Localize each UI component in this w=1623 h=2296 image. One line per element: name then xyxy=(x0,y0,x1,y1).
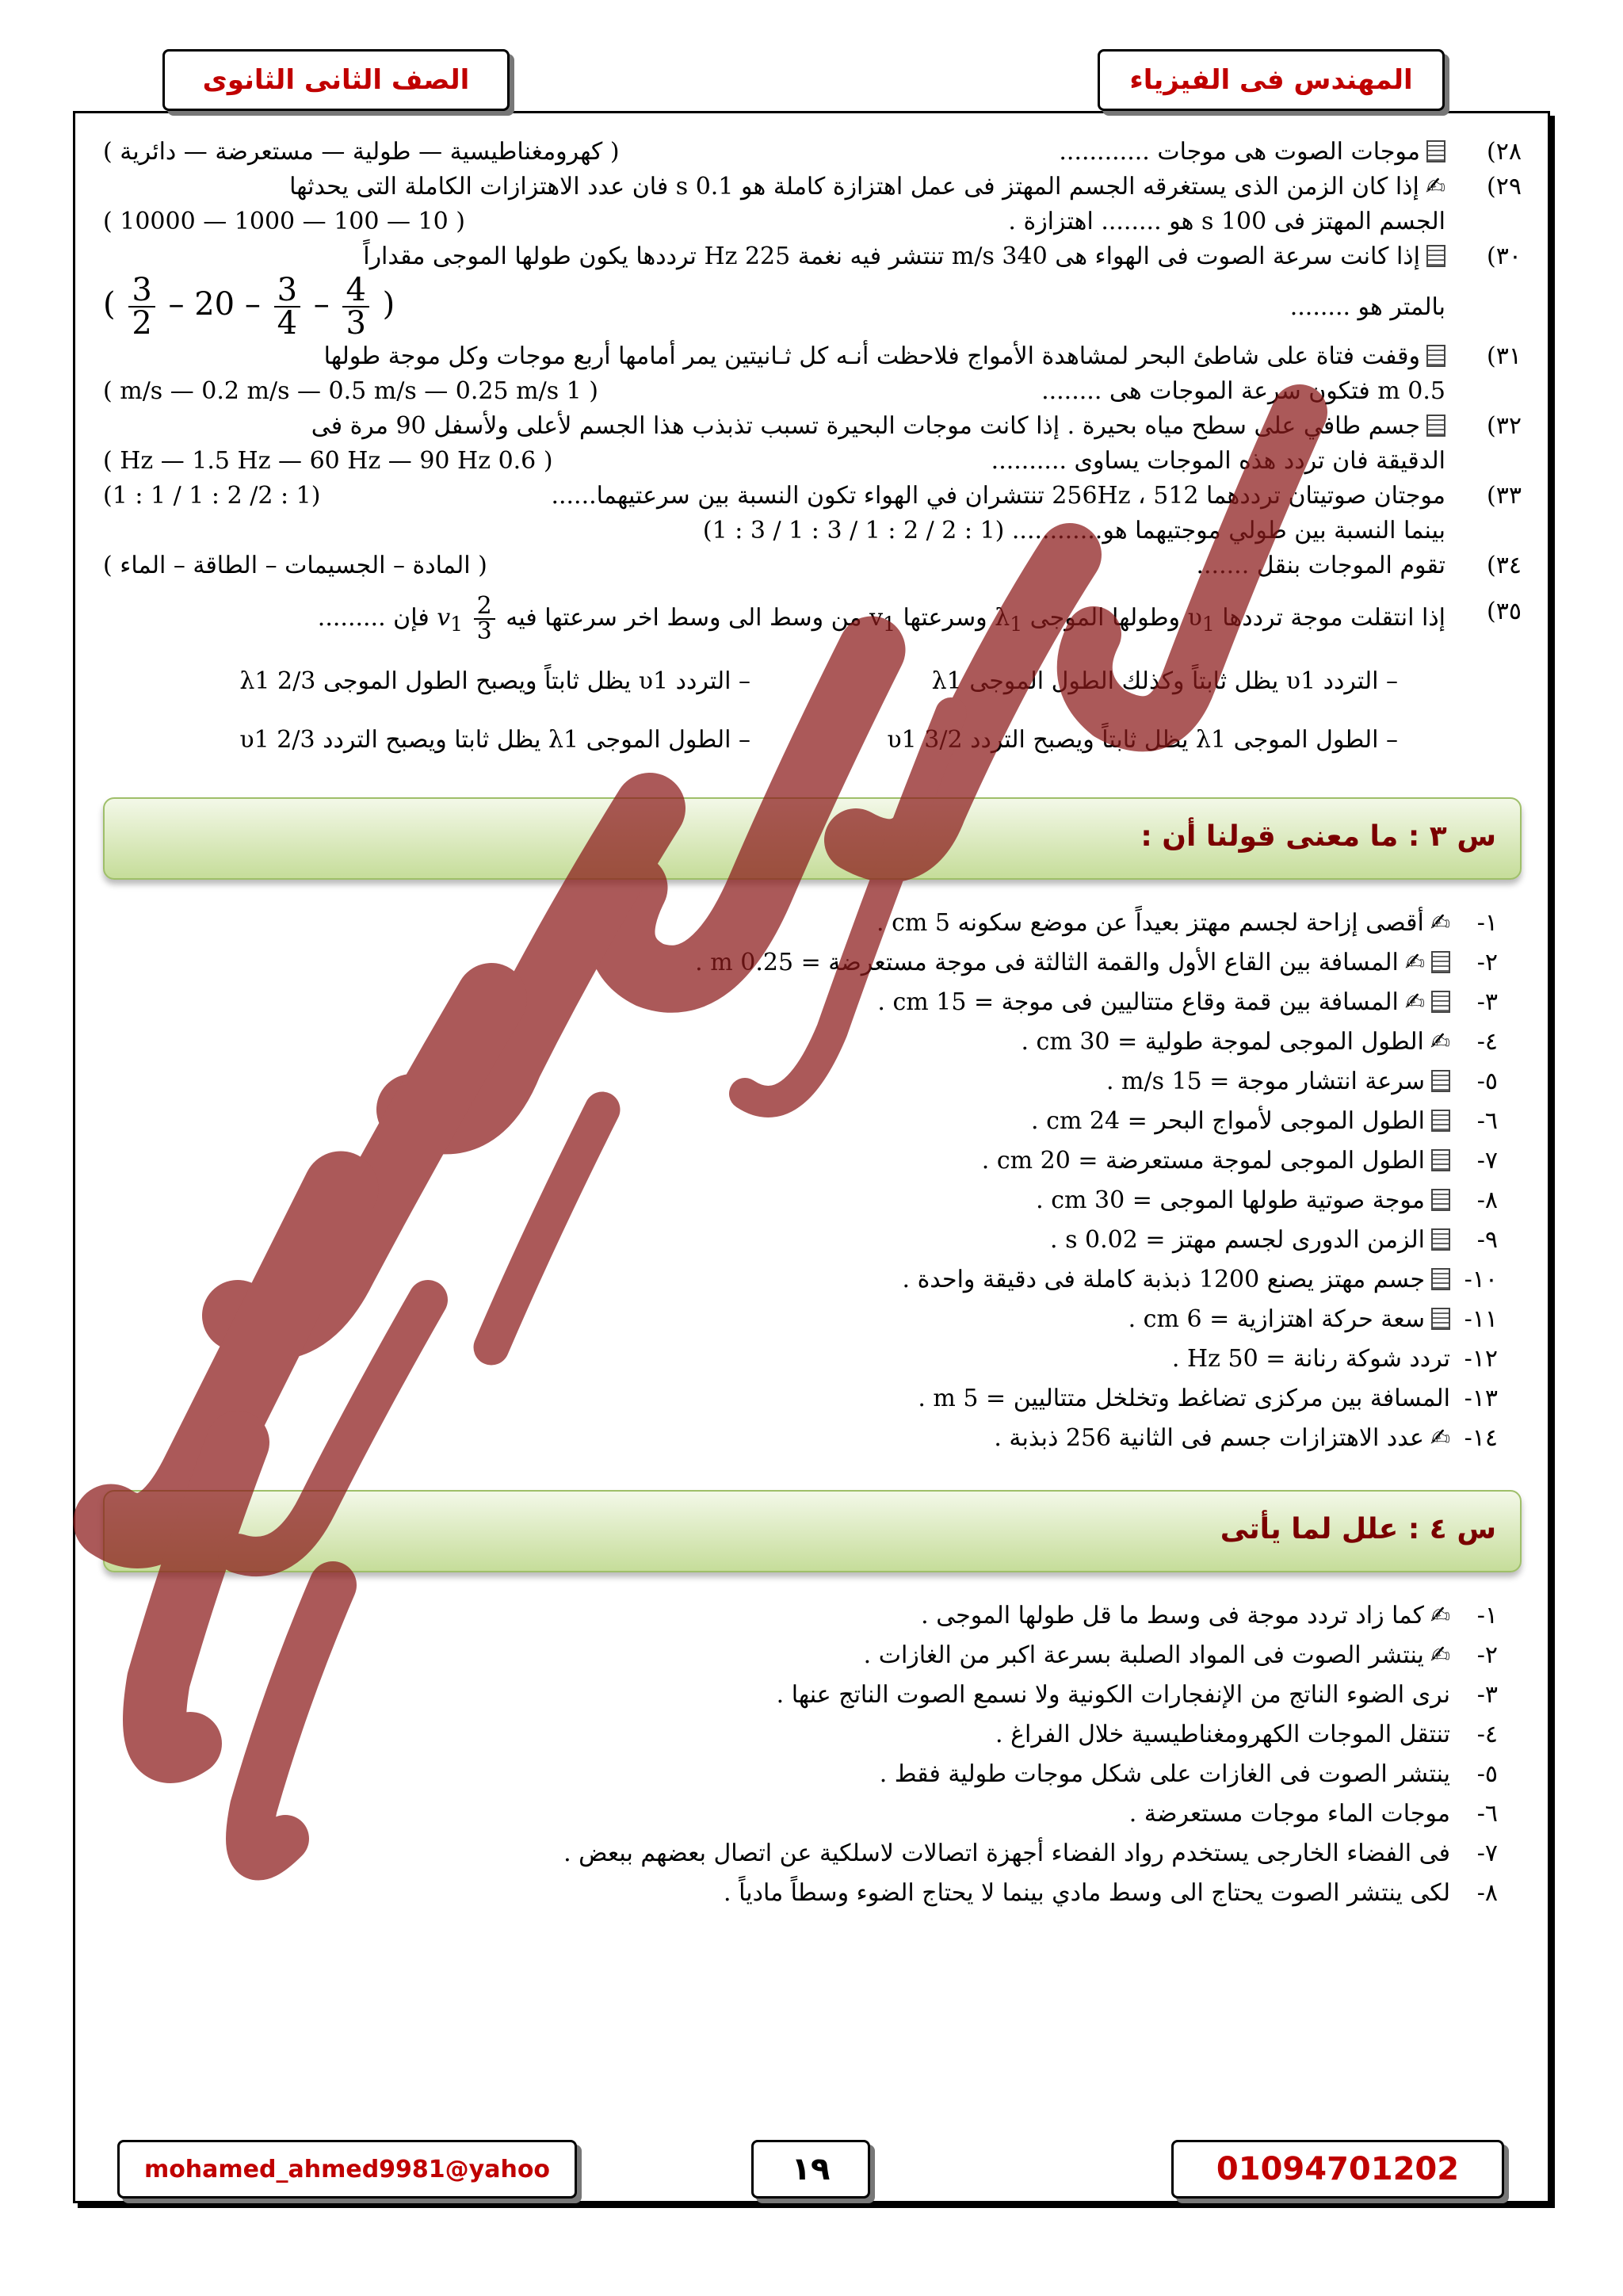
item-text: سرعة انتشار موجة = 15 m/s . xyxy=(1106,1068,1425,1095)
question-line xyxy=(103,204,1445,239)
item-text: ينتشر الصوت فى الغازات على شكل موجات طولية فقط . xyxy=(879,1760,1450,1788)
section-4-list xyxy=(103,1596,1522,1913)
mcq-questions xyxy=(103,135,1522,583)
fraction-den: 2 xyxy=(132,305,152,342)
footer-email xyxy=(117,2140,577,2199)
list-item xyxy=(103,1675,1498,1715)
answer-choices: (1 : 2/ 2 : 1 / 1 : 1) xyxy=(103,482,321,510)
question-text xyxy=(1290,290,1445,325)
question-text xyxy=(324,339,1445,374)
answer-choices: ( 10 — 100 — 1000 — 10000 ) xyxy=(103,208,465,235)
question-number: ٣٣) xyxy=(1487,482,1522,510)
question-number: ٢٨) xyxy=(1487,138,1522,166)
item-number: ٣- xyxy=(1476,988,1498,1016)
question-text xyxy=(311,409,1445,444)
choice-value: 20 xyxy=(194,286,235,323)
header-title-text: المهندس فى الفيزياء xyxy=(1129,64,1413,96)
q35-fraction xyxy=(474,594,495,644)
pen-icon: ✍ xyxy=(1404,988,1425,1016)
item-number: ٨- xyxy=(1476,1186,1498,1214)
question-item xyxy=(103,409,1522,479)
question-item xyxy=(103,339,1522,409)
answer-option xyxy=(750,723,1398,758)
list-item xyxy=(103,1141,1498,1181)
book-icon xyxy=(1431,1110,1450,1132)
item-number: ٥- xyxy=(1476,1760,1498,1788)
item-text: تنتقل الموجات الكهرومغناطيسية خلال الفراغ . xyxy=(995,1721,1450,1748)
pen-icon: ✍ xyxy=(1430,1028,1450,1056)
question-text-body: بينما النسبة بين طولي موجتيهما هو............ (1 : 2 / 2 : 1 / 3 : 1 / 3 : 1) xyxy=(702,517,1445,544)
header-grade-text: الصف الثانى الثانوى xyxy=(202,64,470,96)
book-icon xyxy=(1431,951,1450,973)
option-text: – التردد υ1 يظل ثابتاً وكذلك الطول الموجى λ1 xyxy=(931,667,1398,695)
book-icon xyxy=(1426,345,1445,367)
item-number: ٤- xyxy=(1476,1721,1498,1748)
content xyxy=(103,135,1522,1913)
question-number: ٣٥) xyxy=(1487,598,1522,625)
option-text: – الطول الموجى λ1 يظل ثابتا ويصبح التردد xyxy=(323,726,750,754)
item-text: الزمن الدورى لجسم مهتز = 0.02 s . xyxy=(1050,1226,1425,1254)
footer-page-number xyxy=(751,2140,870,2199)
question-item xyxy=(103,548,1522,583)
item-number: ٦- xyxy=(1476,1800,1498,1828)
question-text xyxy=(1059,135,1445,170)
pen-icon: ✍ xyxy=(1430,1424,1450,1452)
fraction-den: 3 xyxy=(346,305,366,342)
list-item xyxy=(103,1596,1498,1636)
book-icon xyxy=(1431,1189,1450,1211)
pen-icon: ✍ xyxy=(1425,173,1445,201)
book-icon xyxy=(1431,1268,1450,1290)
fraction-num: 3 xyxy=(274,274,300,308)
question-line xyxy=(103,444,1445,479)
list-item xyxy=(103,1874,1498,1913)
question-line xyxy=(103,479,1445,514)
question-number: ٣٠) xyxy=(1487,243,1522,270)
item-text: الطول الموجى لموجة مستعرضة = 20 cm . xyxy=(981,1147,1425,1175)
question-line xyxy=(103,170,1445,204)
list-item xyxy=(103,1022,1498,1062)
item-number: ١- xyxy=(1476,909,1498,937)
book-icon xyxy=(1431,1070,1450,1092)
q35-part-c: وسرعتها v xyxy=(869,604,987,632)
choice-fraction xyxy=(274,272,300,342)
list-item xyxy=(103,1339,1498,1379)
list-item xyxy=(103,1794,1498,1834)
book-icon xyxy=(1431,1149,1450,1171)
footer-phone xyxy=(1171,2140,1504,2199)
item-number: ٢- xyxy=(1476,1641,1498,1669)
answer-choices: ( المادة – الجسيمات – الطاقة – الماء ) xyxy=(103,552,487,579)
answer-choices: ( كهرومغناطيسية — طولية — مستعرضة — دائرية ) xyxy=(103,138,620,166)
list-item xyxy=(103,1715,1498,1755)
question-text-body: تقوم الموجات بنقل ....... xyxy=(1196,552,1445,579)
q35-part-e: v xyxy=(437,604,451,632)
item-text: الطول الموجى لأمواج البحر = 24 cm . xyxy=(1031,1107,1425,1135)
book-icon xyxy=(1431,1228,1450,1251)
question-text-body: جسم طافي على سطح مياه بحيرة . إذا كانت موجات البحيرة تسبب تذبذب هذا الجسم لأعلى ولأسفل 90 مرة فى xyxy=(311,412,1420,440)
list-item xyxy=(103,943,1498,983)
item-text: المسافة بين قمة وقاع متتاليين فى موجة = 15 cm . xyxy=(877,988,1399,1016)
item-number: ٥- xyxy=(1476,1068,1498,1095)
option-fraction: 2/3 λ1 xyxy=(239,667,316,695)
question-number: ٣٢) xyxy=(1487,412,1522,440)
list-item xyxy=(103,904,1498,943)
book-icon xyxy=(1426,415,1445,437)
item-text: المسافة بين مركزى تضاغط وتخلخل متتاليين = 5 m . xyxy=(918,1385,1450,1412)
item-number: ١٠- xyxy=(1464,1266,1498,1293)
list-item xyxy=(103,1260,1498,1300)
question-text-body: موجتان صوتيتان ترددهما 256Hz ، 512 تنتشران في الهواء تكون النسبة بين سرعتيهما...... xyxy=(551,482,1445,510)
question-text xyxy=(1008,204,1445,239)
item-number: ٦- xyxy=(1476,1107,1498,1135)
item-number: ٨- xyxy=(1476,1879,1498,1907)
pen-icon: ✍ xyxy=(1404,949,1425,976)
pen-icon: ✍ xyxy=(1430,1602,1450,1629)
answer-option xyxy=(750,664,1398,699)
fraction-den: 4 xyxy=(277,305,298,342)
question-text-body: موجات الصوت هى موجات ............ xyxy=(1059,138,1420,166)
item-number: ١٢- xyxy=(1464,1345,1498,1373)
choice-fraction xyxy=(128,272,155,342)
question-line xyxy=(103,409,1445,444)
question-line xyxy=(103,514,1445,548)
question-text xyxy=(363,239,1445,274)
q35-part-a: إذا انتقلت موجة ترددها υ xyxy=(1187,604,1445,632)
book-icon xyxy=(1426,245,1445,267)
choice-fraction xyxy=(342,272,369,342)
option-fraction: 2/3 υ1 xyxy=(239,726,315,754)
pen-icon: ✍ xyxy=(1430,909,1450,937)
header-grade xyxy=(162,49,510,111)
question-text-body: الجسم المهتز فى 100 s هو ........ اهتزازة . xyxy=(1008,208,1445,235)
question-item xyxy=(103,479,1522,548)
q35-part-d: من وسط الى وسط اخر سرعتها فيه xyxy=(506,604,862,632)
answer-choices: ( $\frac{3}{2}$ – 20 – $\frac{3}{4}$ – $\frac{4}{3}$ ) xyxy=(103,272,395,342)
item-text: جسم مهتز يصنع 1200 ذبذبة كاملة فى دقيقة واحدة . xyxy=(902,1266,1425,1293)
item-text: فى الفضاء الخارجى يستخدم رواد الفضاء أجهزة اتصالات لاسلكية عن اتصال بعضهم ببعض . xyxy=(563,1839,1450,1867)
item-number: ٩- xyxy=(1476,1226,1498,1254)
q35-frac-num: 2 xyxy=(474,594,495,620)
question-number: ٣١) xyxy=(1487,342,1522,370)
section-3-title: س ٣ : ما معنى قولنا أن : xyxy=(1140,820,1496,853)
section-4-title: س ٤ : علل لما يأتى xyxy=(1220,1513,1496,1545)
footer-phone-text: 01094701202 xyxy=(1216,2151,1460,2187)
question-text xyxy=(1041,374,1445,409)
item-text: الطول الموجى لموجة طولية = 30 cm . xyxy=(1021,1028,1424,1056)
book-icon xyxy=(1426,140,1445,162)
section-3-list xyxy=(103,904,1522,1458)
question-text xyxy=(991,444,1445,479)
answer-option xyxy=(103,664,750,699)
list-item xyxy=(103,1755,1498,1794)
question-line xyxy=(103,548,1445,583)
question-number: ٣٤) xyxy=(1487,552,1522,579)
question-text-body: إذا كانت سرعة الصوت فى الهواء هى 340 m/s تنتشر فيه نغمة 225 Hz ترددها يكون طولها الموجى مقداراً xyxy=(363,243,1420,270)
list-item xyxy=(103,1221,1498,1260)
list-item xyxy=(103,1300,1498,1339)
item-text: تردد شوكة رنانة = 50 Hz . xyxy=(1171,1345,1450,1373)
list-item xyxy=(103,983,1498,1022)
question-text xyxy=(551,479,1445,514)
answer-option xyxy=(103,723,750,758)
question-text-body: 0.5 m فتكون سرعة الموجات هى ........ xyxy=(1041,377,1445,405)
question-item xyxy=(103,170,1522,239)
q35-part-b: وطولها الموجى λ xyxy=(995,604,1181,632)
list-item xyxy=(103,1419,1498,1458)
option-fraction: 3/2 υ1 xyxy=(887,726,963,754)
list-item xyxy=(103,1062,1498,1102)
item-text: أقصى إزاحة لجسم مهتز بعيداً عن موضع سكونه 5 cm . xyxy=(876,909,1424,937)
question-text-body: وقفت فتاة على شاطئ البحر لمشاهدة الأمواج فلاحظت أنـه كل ثـانيتين يمر أمامها أربع موجات وكل موجة طولها xyxy=(323,342,1420,370)
question-line xyxy=(103,374,1445,409)
item-number: ٣- xyxy=(1476,1681,1498,1709)
fraction-num: 3 xyxy=(128,274,155,308)
item-text: نرى الضوء الناتج من الإنفجارات الكونية ولا نسمع الصوت الناتج عنها . xyxy=(776,1681,1450,1709)
question-text-body: إذا كان الزمن الذى يستغرقه الجسم المهتز فى عمل اهتزازة كاملة هو 0.1 s فان عدد الاهتزازات الكاملة التى يحدثها xyxy=(289,173,1419,201)
question-35-text: إذا انتقلت موجة ترددها $\upsilon_1$ وطولها الموجى $\lambda_1$ وسرعتها $v_1$ من وسط الى وسط اخر سرعتها فيه $\frac{2}{3}$ $v_1$ فإن ......... xyxy=(317,592,1445,645)
book-icon xyxy=(1431,1308,1450,1330)
page-number-text: ١٩ xyxy=(791,2151,831,2187)
item-number: ٧- xyxy=(1476,1839,1498,1867)
question-text xyxy=(1196,548,1445,583)
footer-email-text: mohamed_ahmed9981@yahoo xyxy=(143,2155,551,2183)
item-text: المسافة بين القاع الأول والقمة الثالثة فى موجة مستعرضة = 0.25 m . xyxy=(695,949,1399,976)
item-number: ١٤- xyxy=(1464,1424,1498,1452)
item-number: ١٣- xyxy=(1464,1385,1498,1412)
list-item xyxy=(103,1379,1498,1419)
question-35 xyxy=(103,594,1522,758)
question-item xyxy=(103,135,1522,170)
question-text xyxy=(289,170,1445,204)
question-line xyxy=(103,272,1445,342)
question-text xyxy=(703,514,1445,548)
item-number: ٢- xyxy=(1476,949,1498,976)
item-text: سعة حركة اهتزازية = 6 cm . xyxy=(1128,1305,1425,1333)
q35-options xyxy=(103,664,1445,758)
item-number: ٧- xyxy=(1476,1147,1498,1175)
q35-part-f: فإن ......... xyxy=(317,604,430,632)
item-text: لكى ينتشر الصوت يحتاج الى وسط مادي بينما لا يحتاج الضوء وسطاً مادياً . xyxy=(724,1879,1450,1907)
list-item xyxy=(103,1102,1498,1141)
list-item xyxy=(103,1834,1498,1874)
pen-icon: ✍ xyxy=(1430,1641,1450,1669)
section-4-banner xyxy=(103,1490,1522,1572)
fraction-num: 4 xyxy=(342,274,369,308)
answer-choices: ( 0.6 Hz — 1.5 Hz — 60 Hz — 90 Hz ) xyxy=(103,447,553,475)
question-line xyxy=(103,135,1445,170)
list-item xyxy=(103,1181,1498,1221)
item-number: ١- xyxy=(1476,1602,1498,1629)
item-text: ينتشر الصوت فى المواد الصلبة بسرعة اكبر من الغازات . xyxy=(863,1641,1424,1669)
item-number: ٤- xyxy=(1476,1028,1498,1056)
option-text: – التردد υ1 يظل ثابتاً ويصبح الطول الموجى xyxy=(323,667,750,695)
header-title xyxy=(1098,49,1445,111)
list-item xyxy=(103,1636,1498,1675)
question-number: ٢٩) xyxy=(1487,173,1522,201)
question-line xyxy=(103,339,1445,374)
item-number: ١١- xyxy=(1464,1305,1498,1333)
item-text: عدد الاهتزازات جسم فى الثانية 256 ذبذبة . xyxy=(994,1424,1424,1452)
question-text-body: الدقيقة فان تردد هذه الموجات يساوى .......... xyxy=(991,447,1445,475)
item-text: كما زاد تردد موجة فى وسط ما قل طولها الموجى . xyxy=(921,1602,1424,1629)
book-icon xyxy=(1431,991,1450,1013)
q35-frac-den: 3 xyxy=(476,617,492,645)
question-line xyxy=(103,239,1445,274)
option-text: – الطول الموجى λ1 يظل ثابتاً ويصبح التردد xyxy=(970,726,1398,754)
question-item xyxy=(103,239,1522,342)
item-text: موجة صوتية طولها الموجى = 30 cm . xyxy=(1036,1186,1425,1214)
item-text: موجات الماء موجات مستعرضة . xyxy=(1128,1800,1450,1828)
question-text-body: بالمتر هو ........ xyxy=(1289,293,1445,321)
section-3-banner xyxy=(103,797,1522,880)
answer-choices: ( 1 m/s — 0.2 m/s — 0.5 m/s — 0.25 m/s ) xyxy=(103,377,598,405)
